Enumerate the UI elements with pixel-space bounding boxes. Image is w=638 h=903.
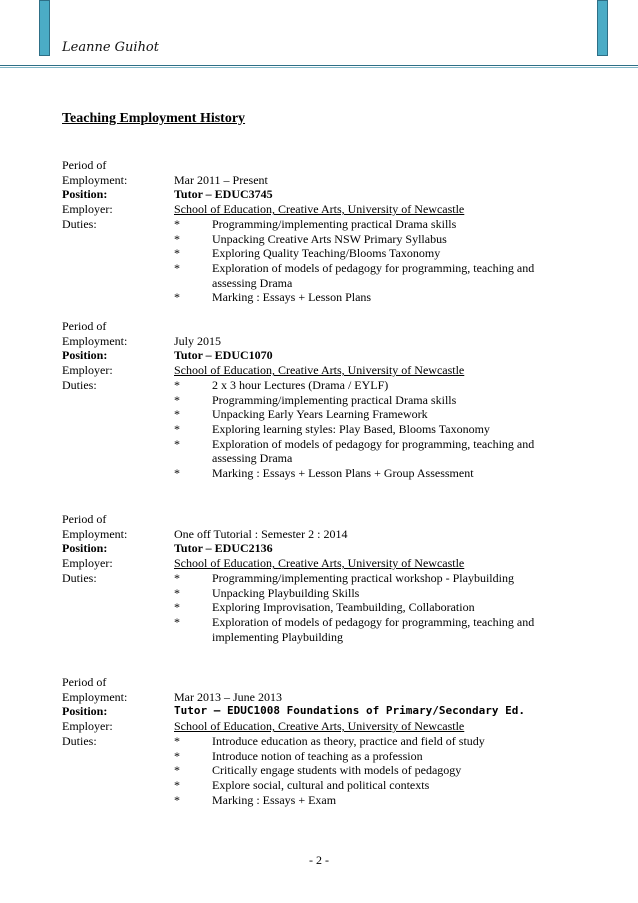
bullet: * [174,290,180,305]
employer-label: Employer: [62,719,113,734]
header-decoration-bar-left [39,0,50,56]
bullet: * [174,585,180,600]
employment-period: Mar 2013 – June 2013 [174,689,282,704]
position-title: Tutor – EDUC3745 [174,187,273,202]
employer-name: School of Education, Creative Arts, University of Newcastle [174,719,465,734]
position-title: Tutor – EDUC1070 [174,348,273,363]
position-label: Position: [62,187,108,202]
duties-list [174,571,542,645]
duty-item [174,422,542,437]
employment-period: July 2015 [174,333,222,348]
bullet: * [174,466,180,481]
employment-label: Employment: [62,526,128,541]
duty-text: Marking : Essays + Lesson Plans [212,290,372,305]
duty-text: Unpacking Playbuilding Skills [212,585,360,600]
bullet: * [174,246,180,261]
period-of-label: Period of [62,158,107,172]
employer-label: Employer: [62,556,113,571]
duty-item [174,749,542,764]
employment-entry [62,512,542,644]
position-title: Tutor – EDUC2136 [174,541,273,556]
duty-item [174,378,542,393]
bullet: * [174,377,180,392]
bullet: * [174,777,180,792]
duty-text: Exploring Improvisation, Teambuilding, Collaboration [212,600,475,615]
duties-label: Duties: [62,216,97,231]
employer-name: School of Education, Creative Arts, University of Newcastle [174,363,465,378]
employment-entry [62,319,542,481]
duty-text: Marking : Essays + Exam [212,792,337,807]
bullet: * [174,748,180,763]
duties-label: Duties: [62,570,97,585]
duty-item [174,290,542,305]
duty-item [174,793,542,808]
period-of-label: Period of [62,675,107,689]
section-title: Teaching Employment History [62,111,246,126]
duty-text: Introduce notion of teaching as a profession [212,748,423,763]
duty-text: Exploring Quality Teaching/Blooms Taxonomy [212,246,441,261]
bullet: * [174,763,180,778]
position-title: Tutor – EDUC1008 Foundations of Primary/Secondary Ed. [174,704,525,718]
duty-text: 2 x 3 hour Lectures (Drama / EYLF) [212,377,389,392]
bullet: * [174,260,180,275]
duty-item [174,261,542,290]
bullet: * [174,570,180,585]
duty-item [174,571,542,586]
author-name: Leanne Guihot [62,40,159,55]
header-rule [0,65,638,66]
duty-item [174,437,542,466]
duty-text: Exploring learning styles: Play Based, Blooms Taxonomy [212,421,490,436]
duty-item [174,217,542,232]
position-label: Position: [62,348,108,363]
duty-text: Exploration of models of pedagogy for programming, teaching and assessing Drama [212,436,535,466]
duties-label: Duties: [62,733,97,748]
employer-label: Employer: [62,202,113,217]
duty-item [174,586,542,601]
employment-label: Employment: [62,689,128,704]
bullet: * [174,436,180,451]
duty-text: Programming/implementing practical workshop - Playbuilding [212,570,514,585]
duty-text: Exploration of models of pedagogy for programming, teaching and assessing Drama [212,260,535,290]
duty-text: Marking : Essays + Lesson Plans + Group Assessment [212,466,474,481]
employer-name: School of Education, Creative Arts, University of Newcastle [174,556,465,571]
employment-period: Mar 2011 – Present [174,172,268,187]
duty-text: Unpacking Early Years Learning Framework [212,407,428,422]
bullet: * [174,614,180,629]
duty-item [174,734,542,749]
duties-list [174,378,542,481]
bullet: * [174,733,180,748]
duty-item [174,393,542,408]
duty-item [174,778,542,793]
duty-item [174,615,542,644]
duty-item [174,232,542,247]
duties-list [174,734,542,808]
duty-item [174,407,542,422]
duty-item [174,246,542,261]
duties-list [174,217,542,305]
employer-label: Employer: [62,363,113,378]
employment-label: Employment: [62,172,128,187]
duty-item [174,600,542,615]
employment-label: Employment: [62,333,128,348]
duties-label: Duties: [62,377,97,392]
duty-text: Exploration of models of pedagogy for programming, teaching and implementing Playbuilding [212,614,535,644]
header-rule-secondary [0,67,638,68]
bullet: * [174,216,180,231]
employment-entry [62,675,542,807]
bullet: * [174,421,180,436]
page-number: - 2 - [309,853,329,867]
position-label: Position: [62,541,108,556]
period-of-label: Period of [62,319,107,333]
duty-text: Explore social, cultural and political contexts [212,777,430,792]
duty-text: Programming/implementing practical Drama skills [212,392,457,407]
duty-text: Unpacking Creative Arts NSW Primary Syllabus [212,231,447,246]
bullet: * [174,600,180,615]
period-of-label: Period of [62,512,107,526]
employer-name: School of Education, Creative Arts, University of Newcastle [174,202,465,217]
duty-text: Introduce education as theory, practice and field of study [212,733,485,748]
duty-item [174,466,542,481]
employment-period: One off Tutorial : Semester 2 : 2014 [174,526,348,541]
position-label: Position: [62,704,108,719]
duty-item [174,763,542,778]
duty-text: Programming/implementing practical Drama skills [212,216,457,231]
bullet: * [174,407,180,422]
bullet: * [174,792,180,807]
bullet: * [174,231,180,246]
employment-entry [62,158,542,305]
duty-text: Critically engage students with models of pedagogy [212,763,462,778]
bullet: * [174,392,180,407]
header-decoration-bar-right [597,0,608,56]
